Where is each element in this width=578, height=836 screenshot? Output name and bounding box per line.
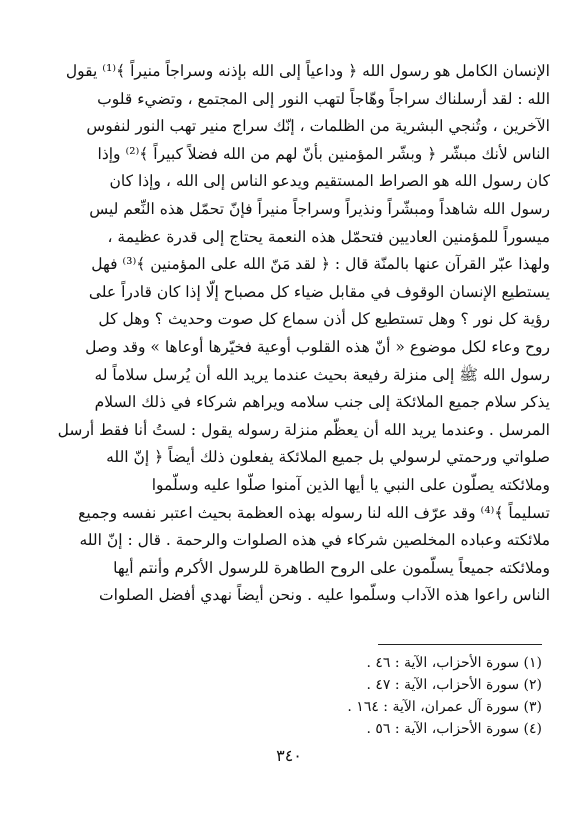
book-page	[28, 58, 550, 828]
text-line: روح وعاء لكل موضوع « أنّ هذه القلوب أوعية فخيّرها أوعاها » وقد وصل	[85, 337, 550, 356]
text-line: وملائكته جميعاً يسلّمون على الروح الطاهرة للرسول الأكرم وأنتم أيها	[113, 558, 550, 577]
text-line: الآخرين ، وتُنجي البشرية من الظلمات ، إنّك سراج منير تهب النور لنفوس	[86, 117, 550, 136]
footnotes	[347, 652, 542, 740]
text-line: تسليماً ﴾⁽⁴⁾ وقد عرّف الله لنا رسوله بهذه العظمة بحيث اعتبر نفسه وجميع	[78, 503, 550, 522]
footnote: (١) سورة الأحزاب، الآية : ٤٦ .	[366, 655, 542, 671]
text-line: صلواتي ورحمتي لرسولي بل جميع الملائكة يفعلون ذلك أيضاً ﴿ إنّ الله	[106, 448, 550, 467]
footnote-divider	[378, 644, 542, 645]
text-line: وملائكته يصلّون على النبي يا أيها الذين آمنوا صلّوا عليه وسلّموا	[151, 475, 550, 494]
text-line: الله : لقد أرسلناك سراجاً وهّاجاً لتهب النور إلى المجتمع ، وتضيء قلوب	[97, 89, 550, 108]
text-line: المرسل . وعندما يريد الله أن يعظّم منزلة رسوله يقول : لستُ أنا فقط أرسل	[57, 420, 550, 439]
body-text	[28, 58, 550, 610]
text-line: الناس لأنك مبشّر ﴿ وبشّر المؤمنين بأنّ لهم من الله فضلاً كبيراً ﴾⁽²⁾ وإذا	[97, 144, 550, 163]
text-line: الناس راعوا هذه الآداب وسلّموا عليه . ونحن أيضاً نهدي أفضل الصلوات	[99, 586, 550, 605]
text-line: كان رسول الله هو الصراط المستقيم ويدعو الناس إلى الله ، وإذا كان	[109, 172, 550, 191]
text-line: رسول الله ﷺ إلى منزلة رفيعة بحيث عندما يريد الله أن يُرسل سلاماً له	[94, 365, 550, 384]
text-line: ولهذا عبّر القرآن عنها بالمنّة قال : ﴿ لقد مَنّ الله على المؤمنين ﴾⁽³⁾ فهل	[91, 255, 550, 274]
text-line: ميسوراً للمؤمنين العاديين فتحمّل هذه النعمة يحتاج إلى قدرة عظيمة ،	[107, 227, 550, 246]
text-line: الإنسان الكامل هو رسول الله ﴿ وداعياً إلى الله بإذنه وسراجاً منيراً ﴾⁽¹⁾ يقول	[65, 62, 550, 80]
page-number: ٣٤٠	[276, 746, 302, 765]
text-line: يستطيع الإنسان الوقوف في مقابل ضياء كل مصباح إلّا إذا كان قادراً على	[88, 282, 550, 301]
footnote: (٣) سورة آل عمران، الآية : ١٦٤ .	[347, 699, 542, 715]
text-line: رؤية كل نور ؟ وهل تستطيع كل أذن سماع كل صوت وحديث ؟ وهل كل	[98, 310, 550, 329]
footnote: (٢) سورة الأحزاب، الآية : ٤٧ .	[366, 677, 542, 693]
text-line: ملائكته وعباده المخلصين شركاء في هذه الصلوات والرحمة . قال : إنّ الله	[79, 531, 550, 550]
text-line: يذكر سلام جميع الملائكة إلى جنب سلامه ويراهم شركاء في ذلك السلام	[94, 393, 550, 412]
text-line: رسول الله شاهداً ومبشّراً ونذيراً وسراجاً منيراً فإنّ تحمّل هذه النِّعم ليس	[89, 199, 550, 218]
footnote: (٤) سورة الأحزاب، الآية : ٥٦ .	[366, 721, 542, 737]
